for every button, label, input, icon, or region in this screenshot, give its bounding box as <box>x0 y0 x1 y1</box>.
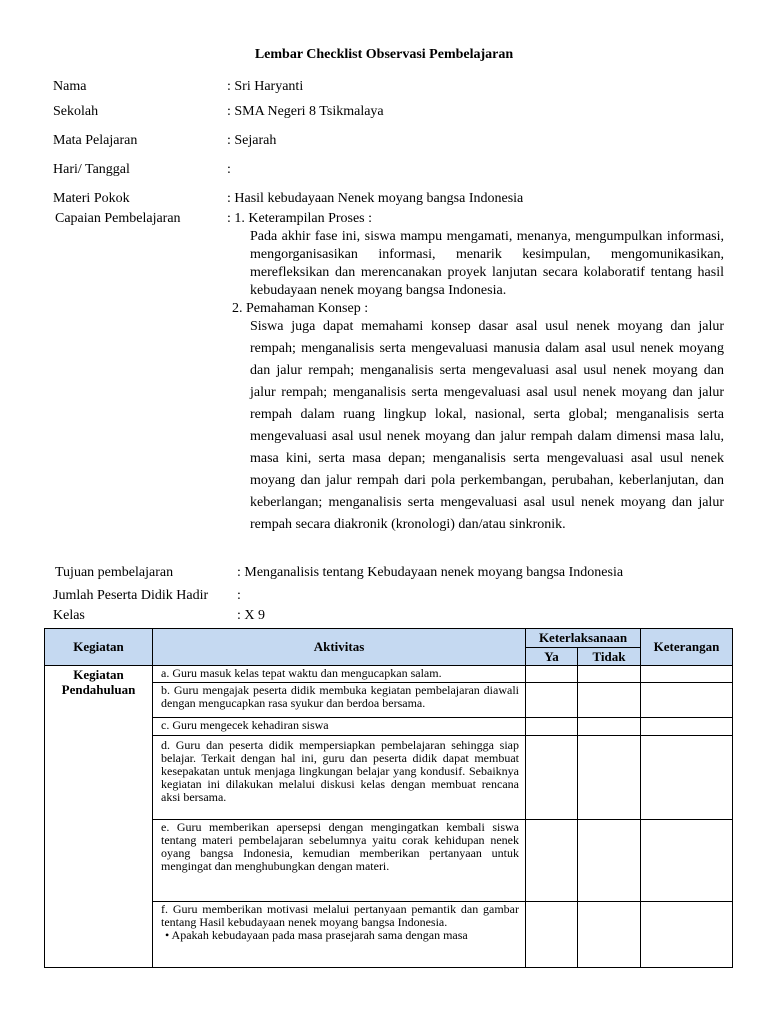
check-tidak-cell[interactable] <box>578 902 641 968</box>
table-row <box>45 666 733 683</box>
field-value: : Sri Haryanti <box>227 79 304 94</box>
stage-cell: Kegiatan Pendahuluan <box>45 666 153 968</box>
field-value: : X 9 <box>237 608 265 623</box>
activity-cell: e. Guru memberikan apersepsi dengan mengingatkan kembali siswa tentang materi pembelajaran sebelumnya yaitu corak kehidupan nenek oyang bangsa Indonesia, kemudian memberikan pertanyaan untuk mengingat dan menghubungkan dengan materi. <box>153 820 526 902</box>
header-aktivitas: Aktivitas <box>153 629 526 666</box>
field-value: : Sejarah <box>227 133 277 148</box>
keterangan-cell[interactable] <box>641 718 733 736</box>
keterangan-cell[interactable] <box>641 683 733 718</box>
bullet-question: • Apakah kebudayaan pada masa prasejarah sama dengan masa <box>165 928 468 942</box>
field-label: Mata Pelajaran <box>53 133 138 148</box>
field-label: Materi Pokok <box>53 191 130 206</box>
document-title: Lembar Checklist Observasi Pembelajaran <box>254 47 514 62</box>
activity-cell: f. Guru memberikan motivasi melalui pertanyaan pemantik dan gambar tentang Hasil kebudayaan nenek moyang bangsa Indonesia. • Apakah kebudayaan pada masa prasejarah sama dengan masa <box>153 902 526 968</box>
field-label: Capaian Pembelajaran <box>55 211 181 226</box>
keterangan-cell[interactable] <box>641 820 733 902</box>
field-value: : Menganalisis tentang Kebudayaan nenek moyang bangsa Indonesia <box>237 565 624 580</box>
keterangan-cell[interactable] <box>641 902 733 968</box>
capaian-pemahaman-text: Siswa juga dapat memahami konsep dasar asal usul nenek moyang dan jalur rempah; menganalisis serta mengevaluasi manusia dalam asal usul nenek moyang dan jalur rempah; menganalisis serta mengevaluasi asal usul nenek moyang dan jalur rempah; menganalisis serta mengevaluasi asal usul nenek moyang dan jalur rempah dalam ruang lingkup lokal, nasional, serta global; menganalisis serta mengevaluasi asal usul nenek moyang dan jalur rempah dalam dimensi masa lalu, masa kini, serta masa depan; menganalisis serta mengevaluasi asal usul nenek moyang dan jalur rempah dari pola perkembangan, perubahan, keberlanjutan, dan keberlangan; menganalisis serta mengevaluasi asal usul nenek moyang dan jalur rempah secara diakronik (kronologi) dan/atau sinkronik. <box>250 319 724 532</box>
field-label: Kelas <box>53 608 85 623</box>
header-kegiatan: Kegiatan <box>45 629 153 666</box>
check-tidak-cell[interactable] <box>578 736 641 820</box>
header-keterangan: Keterangan <box>641 629 733 666</box>
check-ya-cell[interactable] <box>526 666 578 683</box>
field-value: : 1. Keterampilan Proses : <box>227 211 373 226</box>
activity-cell: d. Guru dan peserta didik mempersiapkan pembelajaran sehingga siap belajar. Terkait dengan hal ini, guru dan peserta didik dapat membuat kesepakatan untuk menjaga lingkungan belajar yang kondusif. Sebaiknya kegiatan ini dilakukan melalui diskusi kelas dengan membuat rencana aksi bersama. <box>153 736 526 820</box>
field-label: Tujuan pembelajaran <box>55 565 174 580</box>
check-tidak-cell[interactable] <box>578 683 641 718</box>
check-tidak-cell[interactable] <box>578 666 641 683</box>
check-tidak-cell[interactable] <box>578 718 641 736</box>
capaian-keterampilan-text: Pada akhir fase ini, siswa mampu mengamati, menanya, mengumpulkan informasi, mengorganisasikan informasi, menarik kesimpulan, mengomunikasikan, merefleksikan dan merencanakan proyek lanjutan secara kolaboratif tentang hasil kebudayaan nenek moyang bangsa Indonesia. <box>250 229 724 298</box>
header-keterlaksanaan: Keterlaksanaan <box>526 629 641 648</box>
field-value: : <box>227 162 231 177</box>
check-ya-cell[interactable] <box>526 683 578 718</box>
check-ya-cell[interactable] <box>526 902 578 968</box>
check-ya-cell[interactable] <box>526 718 578 736</box>
check-ya-cell[interactable] <box>526 736 578 820</box>
keterangan-cell[interactable] <box>641 736 733 820</box>
field-label: Sekolah <box>53 104 99 119</box>
capaian-item-2: 2. Pemahaman Konsep : <box>232 301 369 316</box>
field-value: : Hasil kebudayaan Nenek moyang bangsa Indonesia <box>227 191 524 206</box>
activity-cell: a. Guru masuk kelas tepat waktu dan mengucapkan salam. <box>153 666 526 683</box>
field-label: Hari/ Tanggal <box>53 162 130 177</box>
field-value: : SMA Negeri 8 Tsikmalaya <box>227 104 384 119</box>
header-ya: Ya <box>526 648 578 666</box>
header-tidak: Tidak <box>578 648 641 666</box>
activity-cell: b. Guru mengajak peserta didik membuka kegiatan pembelajaran diawali dengan mengucapkan rasa syukur dan berdoa bersama. <box>153 683 526 718</box>
check-ya-cell[interactable] <box>526 820 578 902</box>
activity-cell: c. Guru mengecek kehadiran siswa <box>153 718 526 736</box>
field-value: : <box>237 588 241 603</box>
check-tidak-cell[interactable] <box>578 820 641 902</box>
keterangan-cell[interactable] <box>641 666 733 683</box>
field-label: Jumlah Peserta Didik Hadir <box>53 588 209 603</box>
observation-checklist-table <box>44 628 733 968</box>
field-label: Nama <box>53 79 87 94</box>
